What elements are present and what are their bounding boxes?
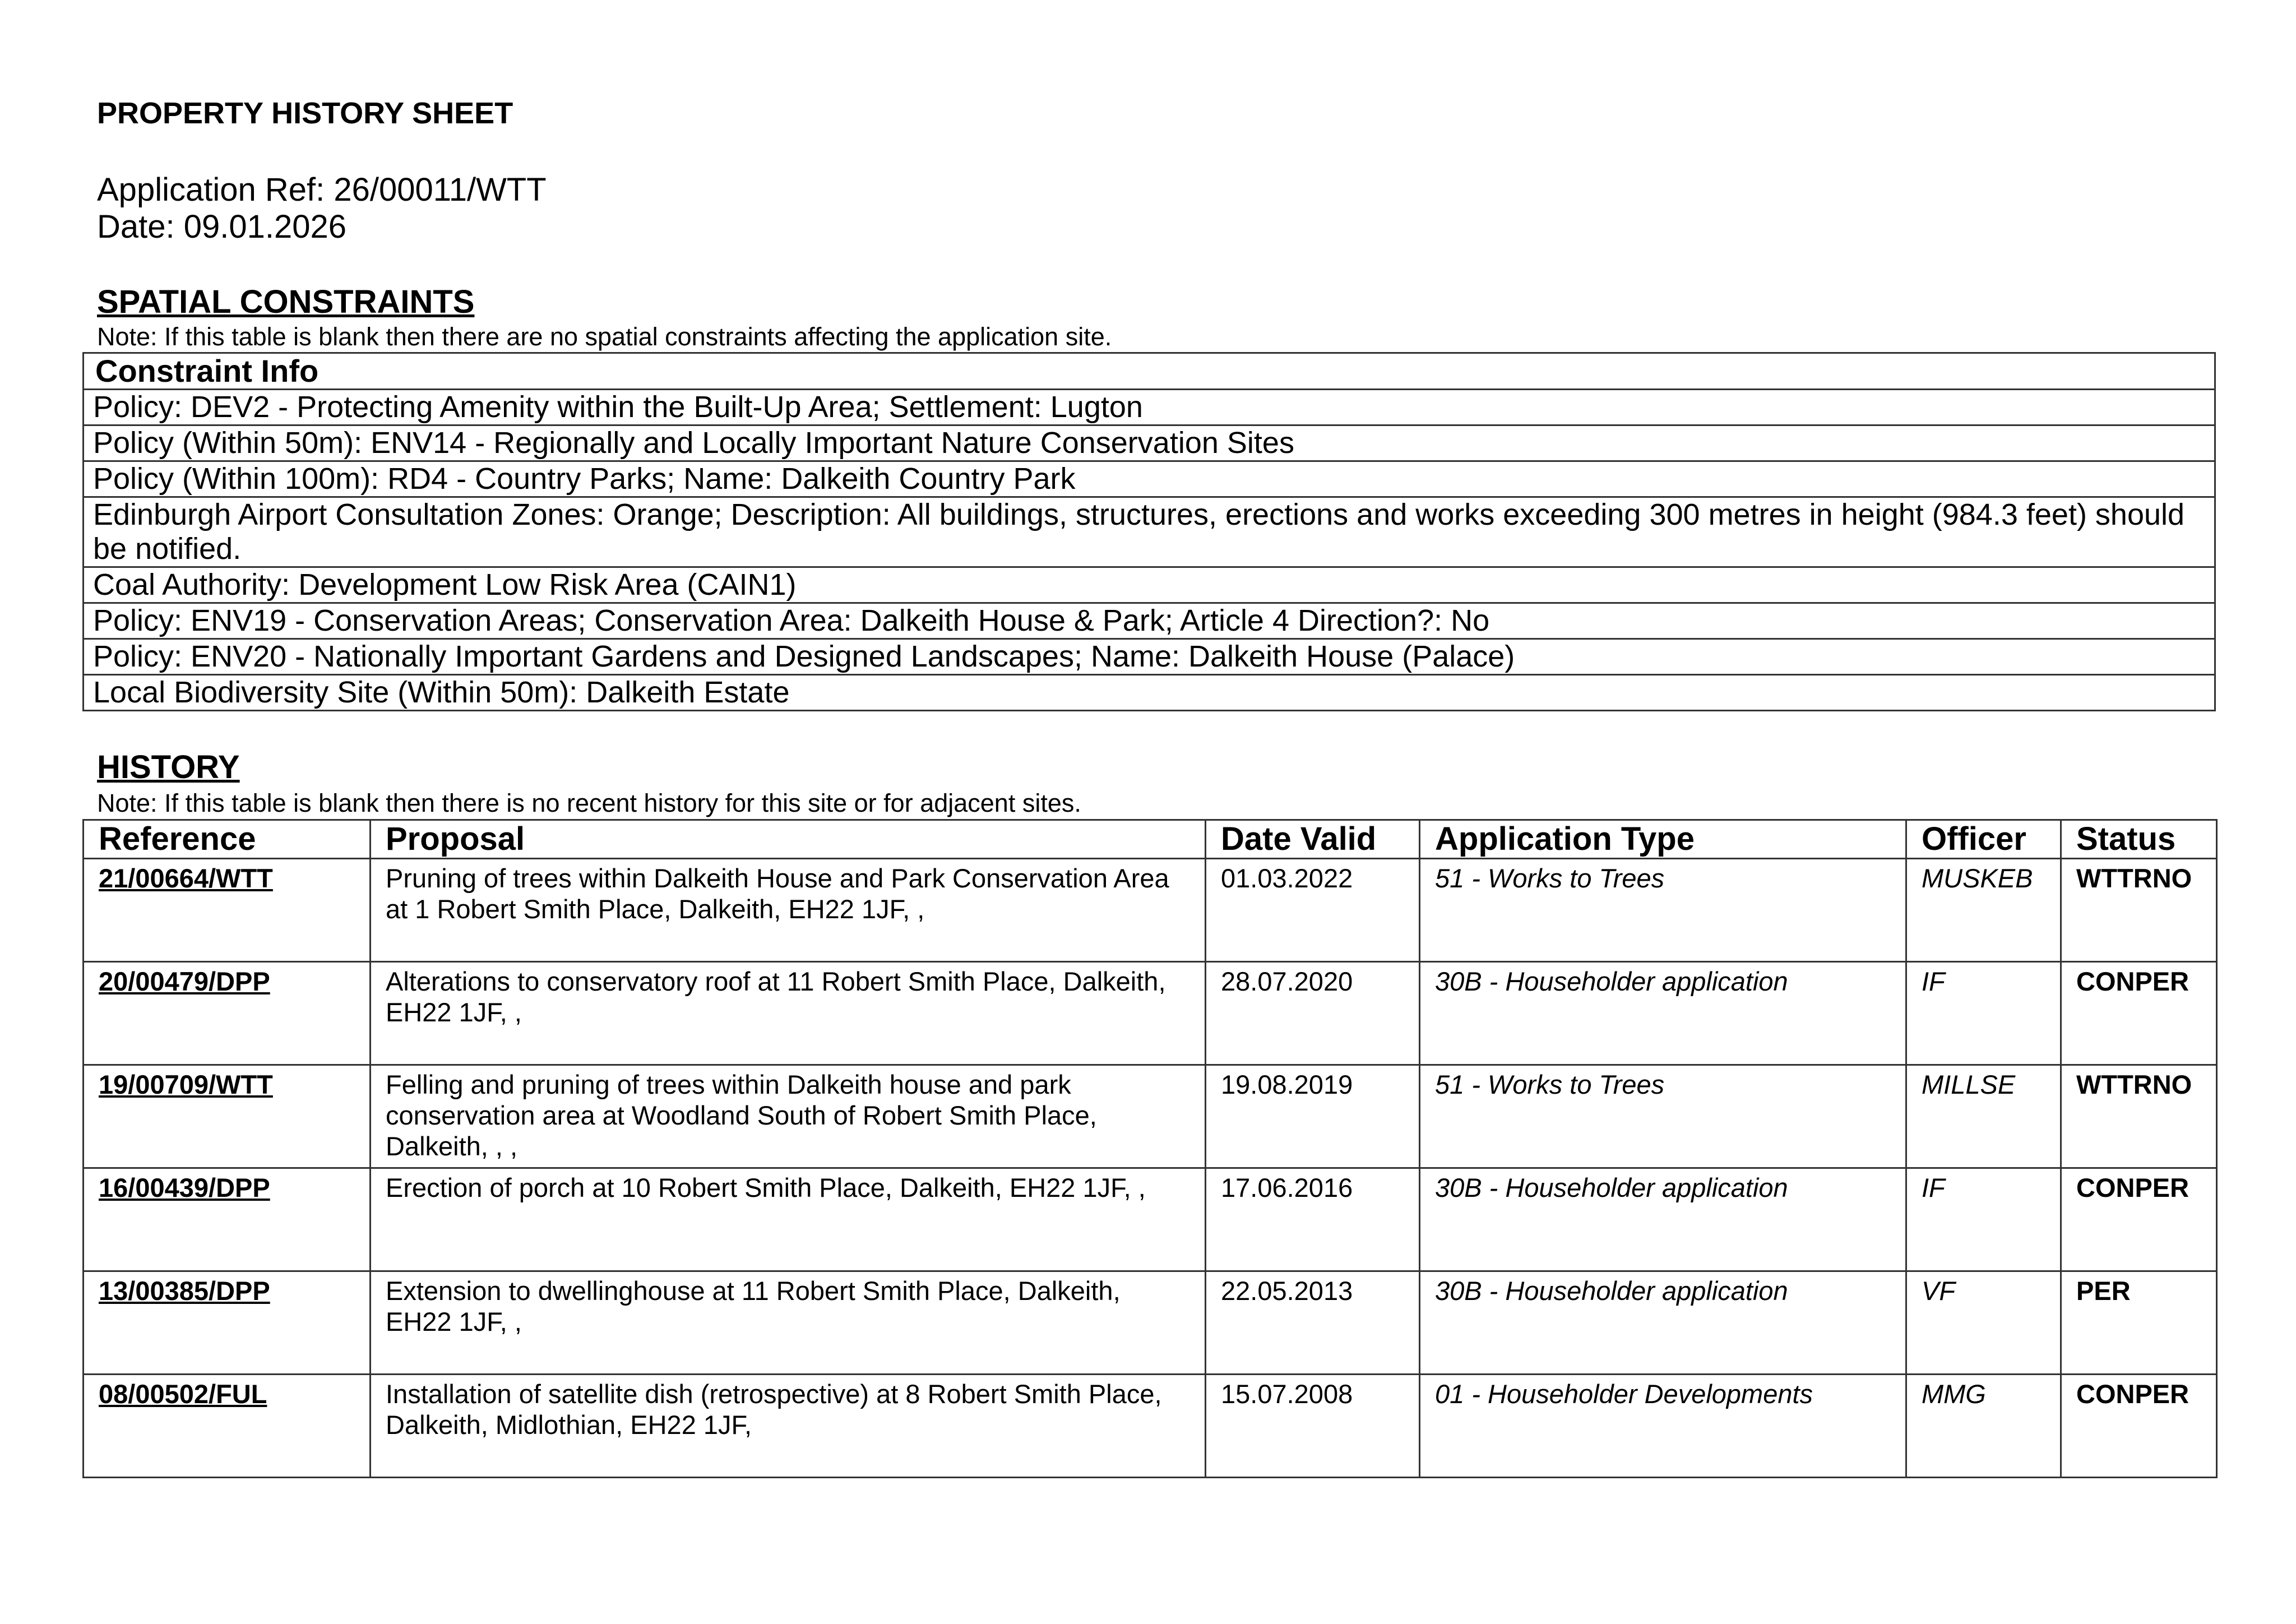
column-header-reference: Reference <box>84 820 371 859</box>
constraint-row <box>84 497 2215 567</box>
reference-link[interactable]: 19/00709/WTT <box>84 1065 371 1168</box>
status-cell: WTTRNO <box>2061 1065 2217 1168</box>
constraints-table <box>82 352 2216 711</box>
application-type-cell: 30B - Householder application <box>1420 1168 1906 1271</box>
reference-link[interactable]: 16/00439/DPP <box>84 1168 371 1271</box>
reference-link[interactable]: 20/00479/DPP <box>84 962 371 1065</box>
constraint-info-header: Constraint Info <box>84 353 2215 390</box>
status-cell: CONPER <box>2061 1168 2217 1271</box>
history-row <box>84 1271 2217 1375</box>
proposal-cell: Extension to dwellinghouse at 11 Robert Smith Place, Dalkeith, EH22 1JF, , <box>371 1271 1206 1375</box>
proposal-cell: Installation of satellite dish (retrospective) at 8 Robert Smith Place, Dalkeith, Midlothian, EH22 1JF, <box>371 1375 1206 1478</box>
officer-cell: VF <box>1906 1271 2061 1375</box>
reference-link[interactable]: 08/00502/FUL <box>84 1375 371 1478</box>
status-cell: CONPER <box>2061 1375 2217 1478</box>
constraint-row <box>84 390 2215 425</box>
application-type-cell: 51 - Works to Trees <box>1420 1065 1906 1168</box>
date-valid-cell: 15.07.2008 <box>1206 1375 1420 1478</box>
document-date: Date: 09.01.2026 <box>97 209 347 245</box>
proposal-cell: Felling and pruning of trees within Dalkeith house and park conservation area at Woodland South of Robert Smith Place, Dalkeith, , , <box>371 1065 1206 1168</box>
history-row <box>84 1375 2217 1478</box>
constraint-cell: Policy: ENV19 - Conservation Areas; Conservation Area: Dalkeith House & Park; Article 4 Direction?: No <box>84 603 2215 639</box>
status-cell: WTTRNO <box>2061 859 2217 962</box>
date-valid-cell: 22.05.2013 <box>1206 1271 1420 1375</box>
status-cell: PER <box>2061 1271 2217 1375</box>
history-header-row <box>84 820 2217 859</box>
application-type-cell: 30B - Householder application <box>1420 1271 1906 1375</box>
history-note: Note: If this table is blank then there is no recent history for this site or for adjacent sites. <box>97 789 1081 817</box>
date-valid-cell: 19.08.2019 <box>1206 1065 1420 1168</box>
application-type-cell: 51 - Works to Trees <box>1420 859 1906 962</box>
spatial-constraints-note: Note: If this table is blank then there are no spatial constraints affecting the application site. <box>97 322 1112 351</box>
constraints-header-row <box>84 353 2215 390</box>
application-ref: Application Ref: 26/00011/WTT <box>97 172 547 208</box>
constraint-cell: Policy (Within 50m): ENV14 - Regionally and Locally Important Nature Conservation Sites <box>84 425 2215 461</box>
proposal-cell: Pruning of trees within Dalkeith House and Park Conservation Area at 1 Robert Smith Place, Dalkeith, EH22 1JF, , <box>371 859 1206 962</box>
column-header-officer: Officer <box>1906 820 2061 859</box>
officer-cell: IF <box>1906 962 2061 1065</box>
application-type-cell: 01 - Householder Developments <box>1420 1375 1906 1478</box>
officer-cell: MMG <box>1906 1375 2061 1478</box>
constraint-cell: Policy: DEV2 - Protecting Amenity within the Built-Up Area; Settlement: Lugton <box>84 390 2215 425</box>
constraint-row <box>84 567 2215 603</box>
history-heading: HISTORY <box>97 749 240 785</box>
column-header-proposal: Proposal <box>371 820 1206 859</box>
date-valid-cell: 01.03.2022 <box>1206 859 1420 962</box>
constraint-row <box>84 603 2215 639</box>
officer-cell: IF <box>1906 1168 2061 1271</box>
status-cell: CONPER <box>2061 962 2217 1065</box>
constraint-cell: Policy (Within 100m): RD4 - Country Parks; Name: Dalkeith Country Park <box>84 461 2215 497</box>
constraint-row <box>84 425 2215 461</box>
column-header-status: Status <box>2061 820 2217 859</box>
history-row <box>84 859 2217 962</box>
history-row <box>84 1065 2217 1168</box>
constraint-row <box>84 675 2215 711</box>
reference-link[interactable]: 13/00385/DPP <box>84 1271 371 1375</box>
constraint-cell: Edinburgh Airport Consultation Zones: Orange; Description: All buildings, structures, erections and works exceeding 300 metres in height (984.3 feet) should be notified. <box>84 497 2215 567</box>
document-title: PROPERTY HISTORY SHEET <box>97 96 513 130</box>
constraint-cell: Coal Authority: Development Low Risk Area (CAIN1) <box>84 567 2215 603</box>
column-header-application-type: Application Type <box>1420 820 1906 859</box>
constraint-cell: Local Biodiversity Site (Within 50m): Dalkeith Estate <box>84 675 2215 711</box>
history-row <box>84 1168 2217 1271</box>
constraint-cell: Policy: ENV20 - Nationally Important Gardens and Designed Landscapes; Name: Dalkeith House (Palace) <box>84 639 2215 675</box>
history-table <box>82 819 2218 1478</box>
column-header-date-valid: Date Valid <box>1206 820 1420 859</box>
history-row <box>84 962 2217 1065</box>
date-valid-cell: 28.07.2020 <box>1206 962 1420 1065</box>
constraint-row <box>84 461 2215 497</box>
spatial-constraints-heading: SPATIAL CONSTRAINTS <box>97 284 475 320</box>
application-type-cell: 30B - Householder application <box>1420 962 1906 1065</box>
officer-cell: MUSKEB <box>1906 859 2061 962</box>
constraint-row <box>84 639 2215 675</box>
date-valid-cell: 17.06.2016 <box>1206 1168 1420 1271</box>
officer-cell: MILLSE <box>1906 1065 2061 1168</box>
reference-link[interactable]: 21/00664/WTT <box>84 859 371 962</box>
proposal-cell: Alterations to conservatory roof at 11 Robert Smith Place, Dalkeith, EH22 1JF, , <box>371 962 1206 1065</box>
proposal-cell: Erection of porch at 10 Robert Smith Place, Dalkeith, EH22 1JF, , <box>371 1168 1206 1271</box>
